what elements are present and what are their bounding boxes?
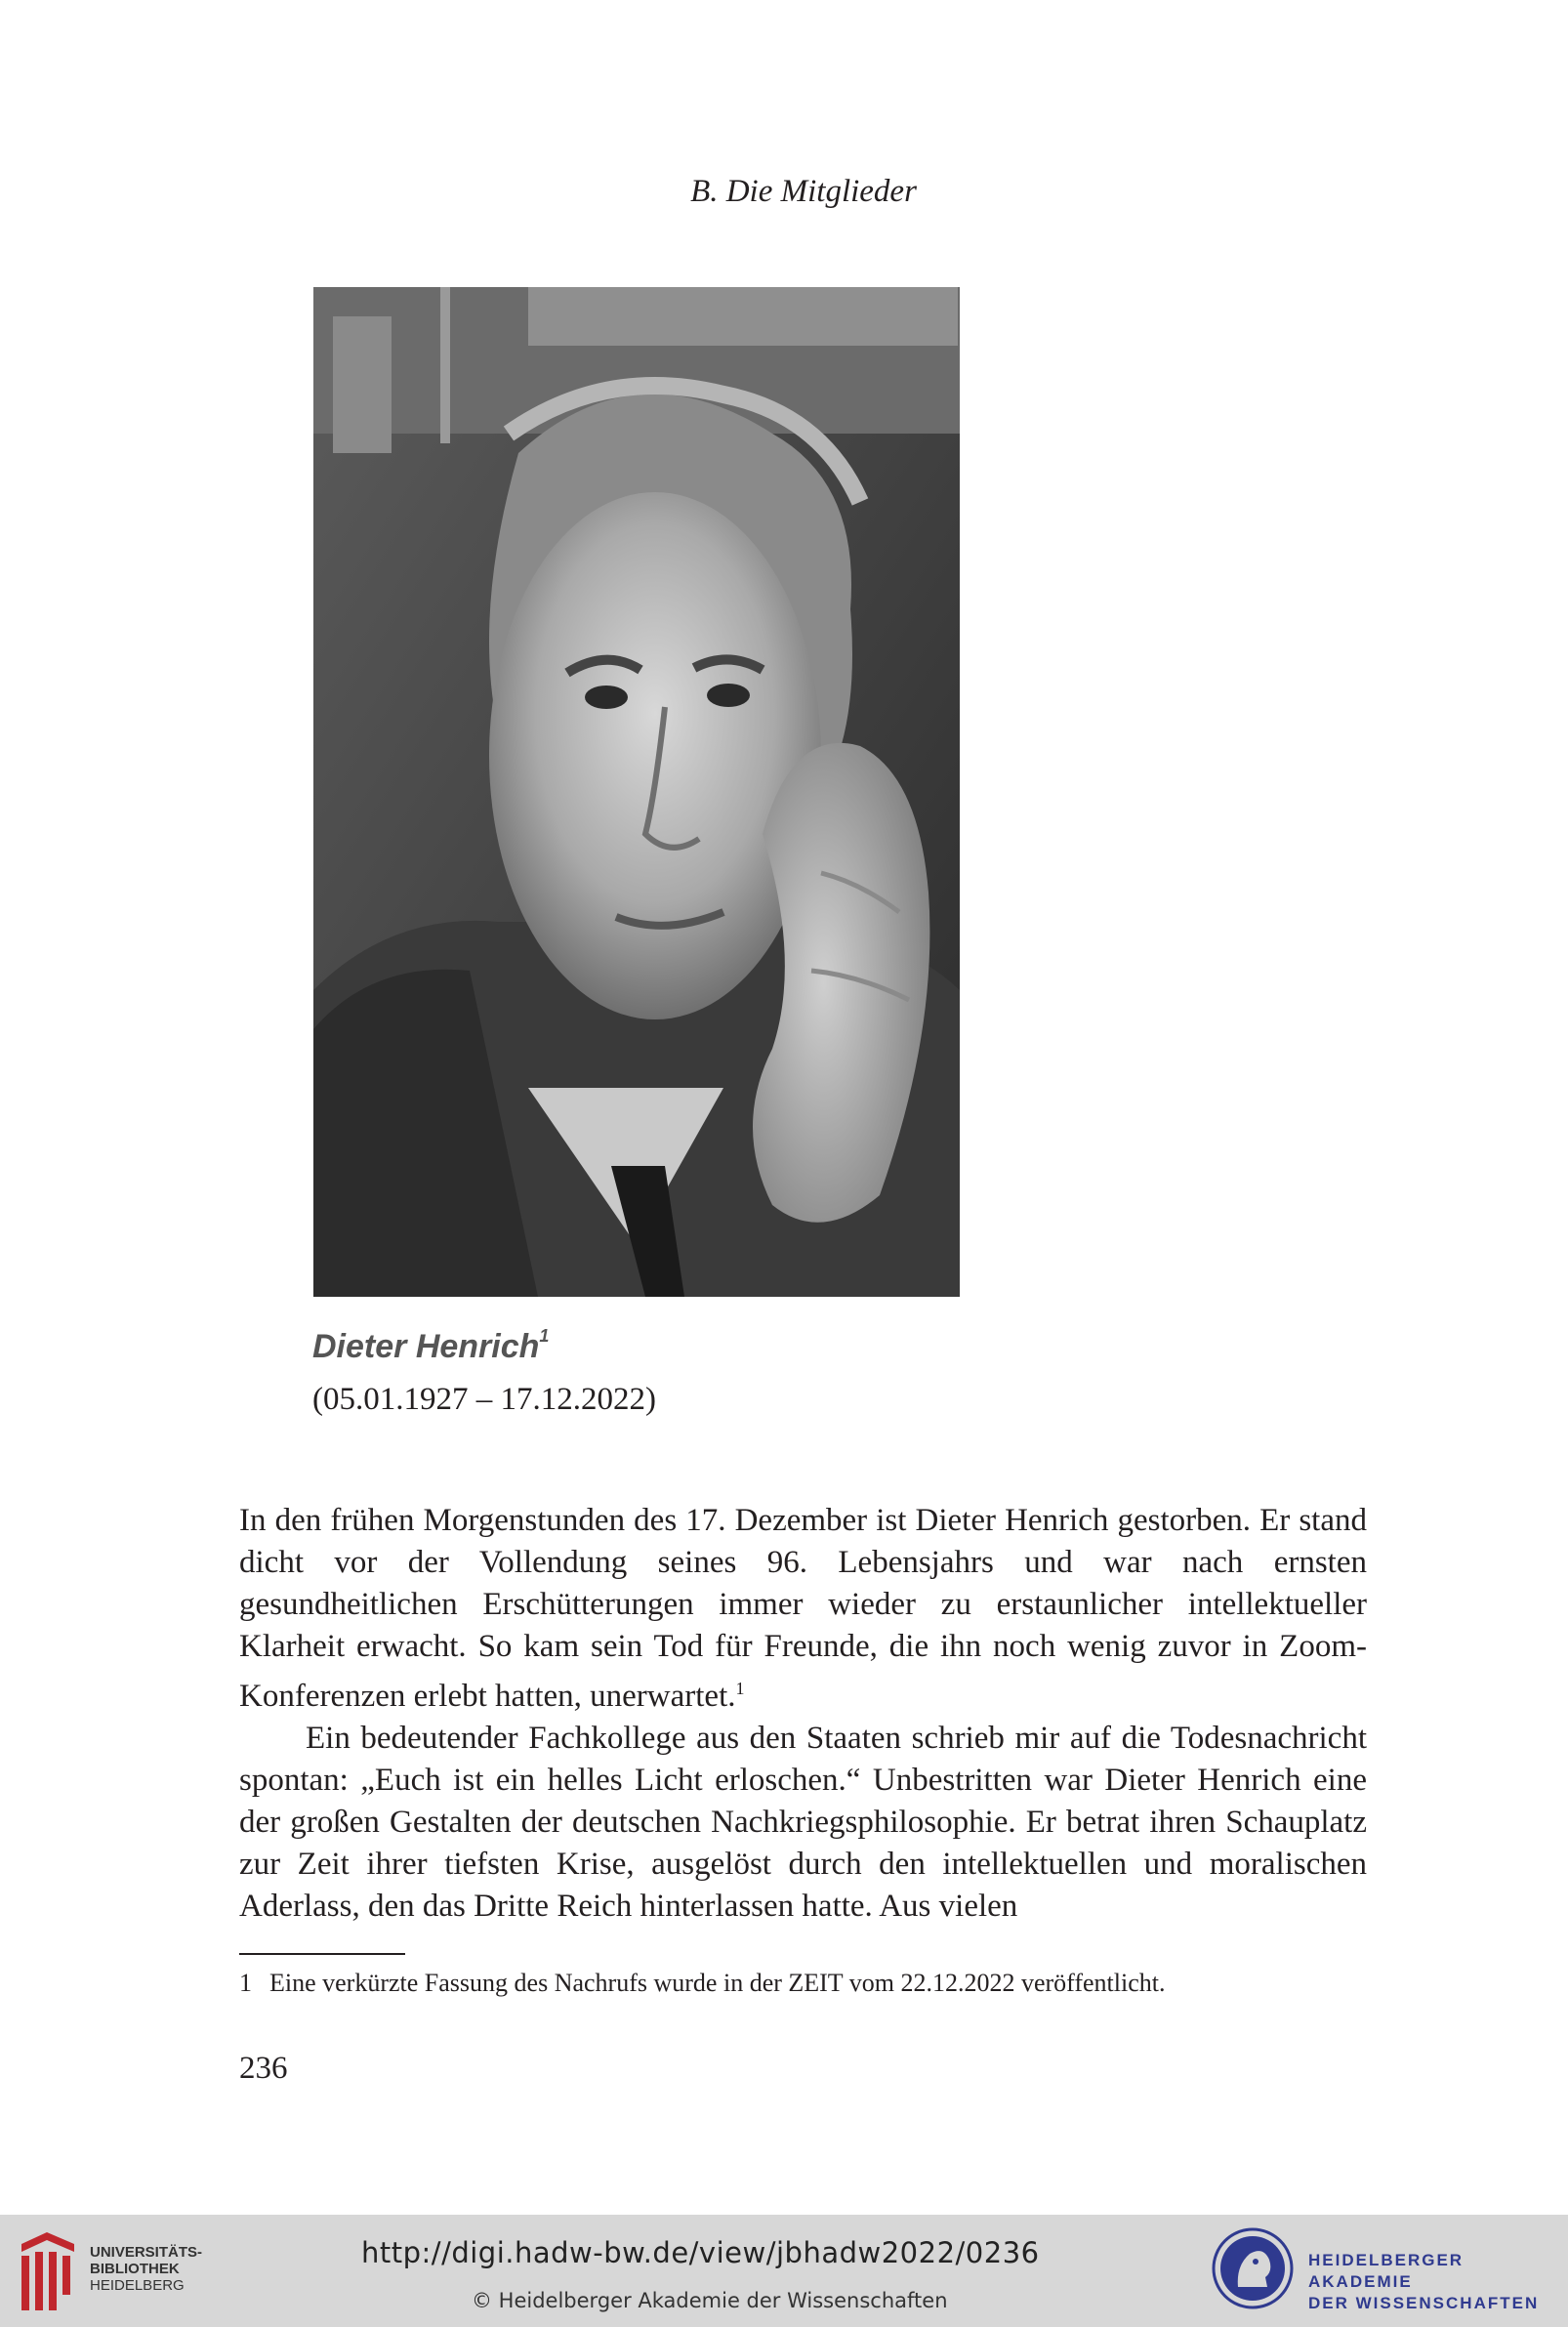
paragraph: In den frühen Morgenstunden des 17. Dezember ist Dieter Henrich gestorben. Er stand dicht vor der Vollendung seines 96. Lebensjahrs und war nach ernsten gesundheitlichen Erschütterungen immer wieder zu erstaunlicher intellektueller Klarheit erwacht. So kam sein Tod für Freunde, die ihn noch wenig zuvor in Zoom-Konferenzen erlebt hatten, unerwartet.$^1$ [239,1503,1367,1714]
copyright-notice: © Heidelberger Akademie der Wissenschaften [472,2289,948,2312]
academy-logo-text: HEIDELBERGER AKADEMIE DER WISSENSCHAFTEN [1308,2251,1540,2312]
page-number: 236 [239,2051,288,2086]
portrait-illustration [313,287,960,1297]
source-url-link[interactable]: http://digi.hadw-bw.de/view/jbhadw2022/0236 [361,2236,1040,2269]
running-head: B. Die Mitglieder [690,174,917,209]
caption-footnote-marker: 1 [539,1325,550,1346]
library-logo-text: UNIVERSITÄTS- BIBLIOTHEK HEIDELBERG [90,2244,203,2294]
body-text [239,1500,1367,1928]
photo-caption-dates: (05.01.1927 – 17.12.2022) [312,1382,656,1417]
footnote-number: 1 [239,1969,252,1997]
ub-heidelberg-logo-icon[interactable] [18,2230,78,2314]
portrait-photo [313,287,960,1297]
person-name: Dieter Henrich [312,1328,540,1365]
hadw-seal-logo-icon[interactable] [1211,2226,1295,2310]
footnote-marker: 1 [735,1679,745,1698]
paragraph: Ein bedeutender Fachkollege aus den Staaten schrieb mir auf die Todesnachricht spontan: „Euch ist ein helles Licht erloschen.“ Unbestritten war Dieter Henrich eine der großen Gestalten der deutschen Nachkriegsphilosophie. Er betrat ihren Schauplatz zur Zeit ihrer tiefsten Krise, ausgelöst durch den intellektuellen und moralischen Aderlass, den das Dritte Reich hinterlassen hatte. Aus vielen [239,1721,1367,1924]
footnote-rule [239,1953,405,1955]
footer-bar [0,2215,1568,2327]
photo-caption-name [312,1325,550,1366]
footnote-text: Eine verkürzte Fassung des Nachrufs wurde in der ZEIT vom 22.12.2022 veröffentlicht. [269,1969,1166,1997]
footnote [239,1969,1372,1998]
